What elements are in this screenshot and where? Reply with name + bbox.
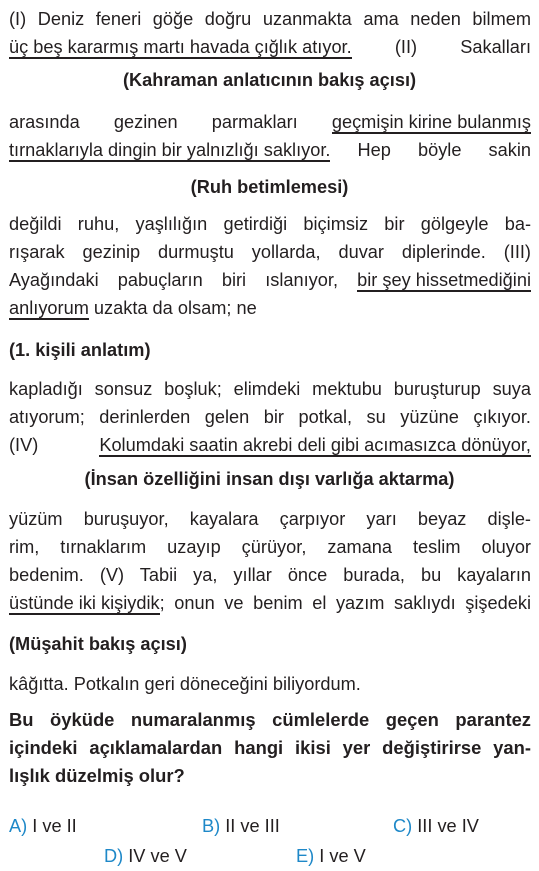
passage-line <box>9 297 531 320</box>
passage-line <box>9 508 531 530</box>
passage-line <box>9 36 531 59</box>
passage-text: bedenim. (V) Tabii ya, yıllar önce burada, bu kayaların <box>9 565 531 585</box>
passage-text: değildi ruhu, yaşlılığın getirdiği biçimsiz bir gölgeyle ba- <box>9 214 531 234</box>
explanation-2: (Ruh betimlemesi) <box>190 177 349 197</box>
question-text: Bu öyküde numaralanmış cümlelerde geçen parantez <box>9 709 531 730</box>
explanation-4: (İnsan özelliğini insan dışı varlığa aktarma) <box>84 469 455 489</box>
passage-line <box>9 378 531 400</box>
option-text: II ve III <box>220 816 280 836</box>
question-stem-line <box>9 765 531 787</box>
option-c[interactable] <box>393 815 479 837</box>
explanation-1: (Kahraman anlatıcının bakış açısı) <box>122 70 417 90</box>
passage-line <box>9 111 531 134</box>
underlined-sentence-3: bir şey hissetmediğini <box>357 270 531 290</box>
option-text: I ve II <box>27 816 77 836</box>
option-text: I ve V <box>314 846 366 866</box>
passage-text: (I) Deniz feneri göğe doğru uzanmakta ama neden bilmem <box>9 9 531 29</box>
question-text: içindeki açıklamalardan hangi ikisi yer değiştirirse yan- <box>9 737 531 758</box>
passage-line <box>9 406 531 428</box>
passage-text: uzakta da olsam; ne <box>88 298 257 318</box>
underlined-sentence-3-cont: anlıyorum <box>9 298 89 318</box>
passage-text: atıyorum; derinlerden gelen bir potkal, su yüzüne çıkıyor. <box>9 407 531 427</box>
underlined-sentence-2-cont: tırnaklarıyla dingin bir yalnızlığı saklıyor. <box>9 140 331 160</box>
option-letter: E) <box>296 846 315 866</box>
passage-line <box>9 241 531 263</box>
passage-line <box>9 269 531 292</box>
option-letter: A) <box>9 816 28 836</box>
option-e[interactable] <box>296 845 366 867</box>
passage-line <box>9 8 531 30</box>
passage-line <box>9 139 531 162</box>
passage-line <box>9 213 531 235</box>
passage-text: kapladığı sonsuz boşluk; elimdeki mektubu buruşturup suya <box>9 379 531 399</box>
passage-text: ; onun ve benim el yazım saklıydı şişedeki <box>159 593 531 613</box>
passage-text: Ayağındaki pabuçların biri ıslanıyor, <box>9 270 358 290</box>
question-stem-line <box>9 709 531 731</box>
passage-text: arasında gezinen parmakları <box>9 112 332 132</box>
passage-text: yüzüm buruşuyor, kayalara çarpıyor yarı beyaz dişle- <box>9 509 531 529</box>
option-text: IV ve V <box>123 846 187 866</box>
passage-text: (II) Sakalları <box>351 37 531 57</box>
option-a[interactable] <box>9 815 77 837</box>
passage-line <box>9 592 531 615</box>
underlined-sentence-2: geçmişin kirine bulanmış <box>331 112 531 132</box>
question-stem-line <box>9 737 531 759</box>
option-d[interactable] <box>104 845 187 867</box>
passage-text: rim, tırnaklarım uzayıp çürüyor, zamana teslim oluyor <box>9 537 531 557</box>
option-letter: B) <box>202 816 221 836</box>
passage-line <box>9 434 531 457</box>
explanation-3: (1. kişili anlatım) <box>9 340 151 360</box>
passage-text: kâğıtta. Potkalın geri döneceğini biliyordum. <box>9 674 361 694</box>
option-text: III ve IV <box>412 816 479 836</box>
option-letter: D) <box>104 846 124 866</box>
passage-line <box>9 673 531 695</box>
underlined-sentence-4: Kolumdaki saatin akrebi deli gibi acımasızca dönüyor, <box>99 435 531 455</box>
passage-text: Hep böyle sakin <box>330 140 531 160</box>
passage-line <box>9 564 531 586</box>
option-letter: C) <box>393 816 413 836</box>
question-text: lışlık düzelmiş olur? <box>9 765 185 786</box>
passage-text: rışarak gezinip durmuştu yollarda, duvar diplerinde. (III) <box>9 242 531 262</box>
option-b[interactable] <box>202 815 280 837</box>
underlined-sentence-1: üç beş kararmış martı havada çığlık atıyor. <box>9 37 352 57</box>
explanation-5: (Müşahit bakış açısı) <box>9 634 187 654</box>
passage-line <box>9 536 531 558</box>
underlined-sentence-5: üstünde iki kişiydik <box>9 593 160 613</box>
passage-text: (IV) <box>9 435 100 455</box>
